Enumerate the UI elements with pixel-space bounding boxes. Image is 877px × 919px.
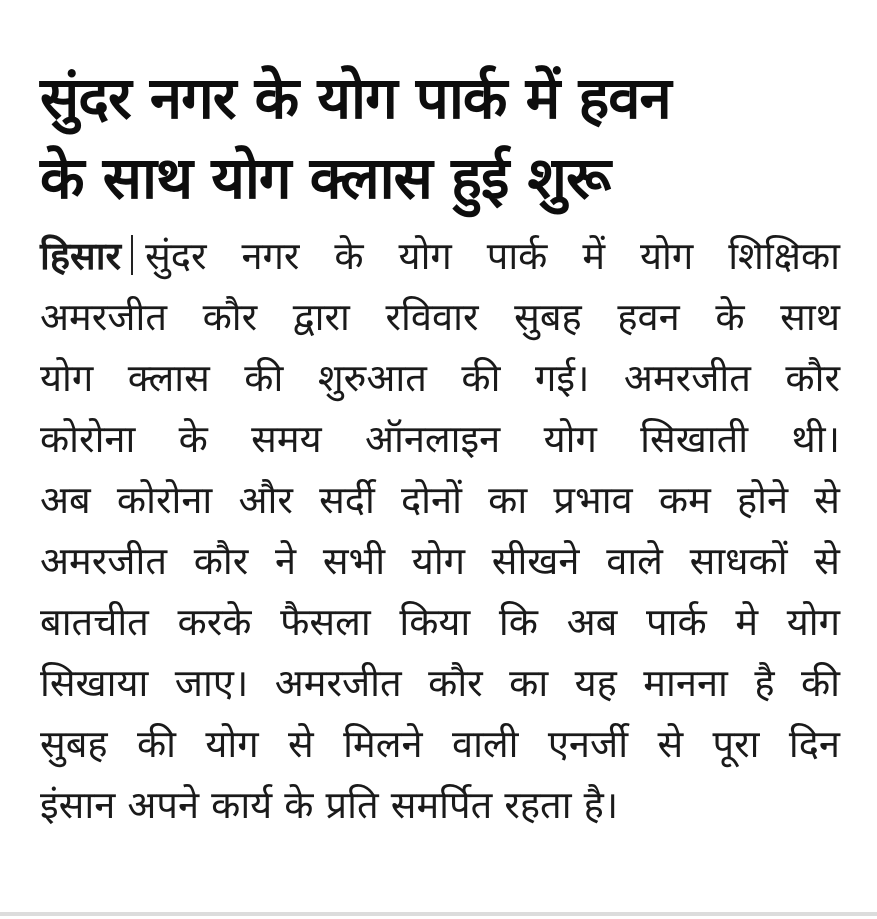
headline-line-1: सुंदर नगर के योग पार्क में हवन [40,64,671,132]
dateline: हिसार [40,234,122,278]
body-line-2: अमरजीत कौर द्वारा रविवार सुबह हवन के साथ [40,295,840,339]
bottom-divider [0,912,877,916]
body-line-10: इंसान अपने कार्य के प्रति समर्पित रहता है। [40,783,619,827]
body-line-9: सुबह की योग से मिलने वाली एनर्जी से पूरा दिन [40,722,840,766]
body-line-6: अमरजीत कौर ने सभी योग सीखने वाले साधकों से [40,539,840,583]
dateline-separator [131,235,133,275]
body-line-1 [40,226,840,287]
body-line-1-text: सुंदर नगर के योग पार्क में योग शिक्षिका [145,234,840,278]
body-line-4: कोरोना के समय ऑनलाइन योग सिखाती थी। [40,417,840,461]
body-line-3: योग क्लास की शुरुआत की गई। अमरजीत कौर [40,356,840,400]
article-body [40,226,840,836]
body-line-7: बातचीत करके फैसला किया कि अब पार्क मे योग [40,600,840,644]
body-line-5: अब कोरोना और सर्दी दोनों का प्रभाव कम होने से [40,478,840,522]
news-article [40,58,840,836]
headline-line-2: के साथ योग क्लास हुई शुरू [40,144,611,212]
body-line-8: सिखाया जाए। अमरजीत कौर का यह मानना है की [40,661,840,705]
headline [40,58,840,218]
